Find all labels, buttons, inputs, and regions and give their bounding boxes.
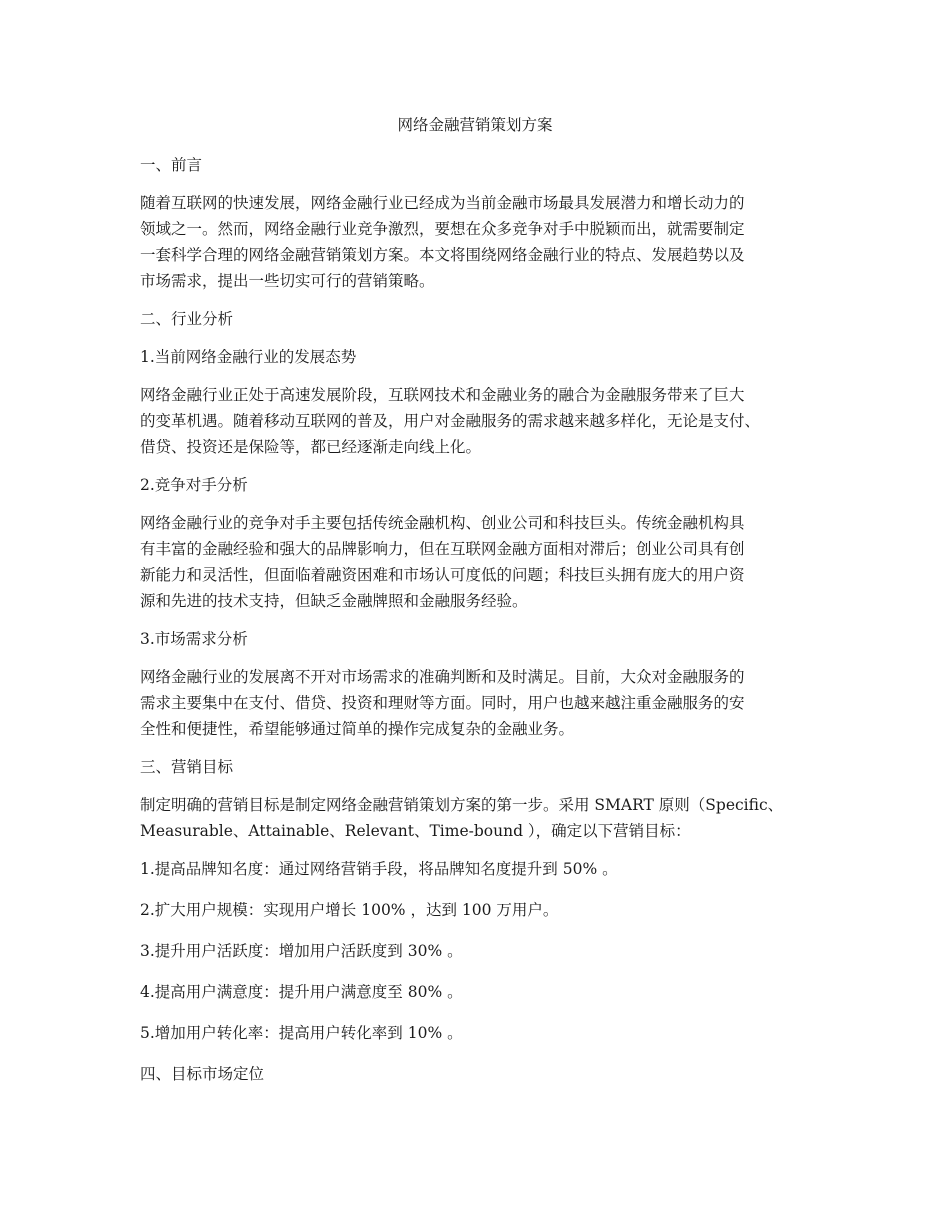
text-line: 需求主要集中在支付、借贷、投资和理财等方面。同时，用户也越来越注重金融服务的安 (140, 694, 745, 712)
paragraph-development (140, 382, 830, 460)
text-line: 随着互联网的快速发展，网络金融行业已经成为当前金融市场最具发展潜力和增长动力的 (140, 194, 745, 212)
text-line: 借贷、投资还是保险等，都已经逐渐走向线上化。 (140, 438, 482, 456)
text-line: 有丰富的金融经验和强大的品牌影响力，但在互联网金融方面相对滞后；创业公司具有创 (140, 540, 745, 558)
text-line: 市场需求，提出一些切实可行的营销策略。 (140, 272, 435, 290)
paragraph-competitors (140, 510, 830, 614)
document-title: 网络金融营销策划方案 (397, 116, 553, 134)
goal-item-brand-awareness: 1.提高品牌知名度：通过网络营销手段，将品牌知名度提升到 50% 。 (140, 860, 618, 878)
subsection-heading-market-demand: 3.市场需求分析 (140, 630, 248, 648)
goal-item-user-activity: 3.提升用户活跃度：增加用户活跃度到 30% 。 (140, 942, 463, 960)
subsection-heading-competitors: 2.竞争对手分析 (140, 476, 248, 494)
paragraph-preface (140, 190, 830, 294)
text-line: 的变革机遇。随着移动互联网的普及，用户对金融服务的需求越来越多样化，无论是支付、 (140, 412, 761, 430)
text-line: 一套科学合理的网络金融营销策划方案。本文将围绕网络金融行业的特点、发展趋势以及 (140, 246, 745, 264)
section-heading-industry-analysis: 二、行业分析 (140, 310, 234, 328)
paragraph-marketing-goals (140, 792, 830, 844)
text-line: 网络金融行业正处于高速发展阶段，互联网技术和金融业务的融合为金融服务带来了巨大 (140, 386, 745, 404)
section-heading-target-market: 四、目标市场定位 (140, 1065, 265, 1083)
text-line: 领域之一。然而，网络金融行业竞争激烈，要想在众多竞争对手中脱颖而出，就需要制定 (140, 220, 745, 238)
text-line: 网络金融行业的发展离不开对市场需求的准确判断和及时满足。目前，大众对金融服务的 (140, 668, 745, 686)
section-heading-marketing-goals: 三、营销目标 (140, 758, 234, 776)
text-line: 新能力和灵活性，但面临着融资困难和市场认可度低的问题；科技巨头拥有庞大的用户资 (140, 566, 745, 584)
text-line: 源和先进的技术支持，但缺乏金融牌照和金融服务经验。 (140, 592, 528, 610)
text-line: 网络金融行业的竞争对手主要包括传统金融机构、创业公司和科技巨头。传统金融机构具 (140, 514, 745, 532)
goal-item-conversion-rate: 5.增加用户转化率：提高用户转化率到 10% 。 (140, 1024, 463, 1042)
subsection-heading-development: 1.当前网络金融行业的发展态势 (140, 348, 357, 366)
text-line: 全性和便捷性，希望能够通过简单的操作完成复杂的金融业务。 (140, 720, 575, 738)
paragraph-market-demand (140, 664, 830, 742)
text-line: Measurable、Attainable、Relevant、Time-bound ），确定以下营销目标： (140, 822, 691, 840)
goal-item-user-satisfaction: 4.提高用户满意度：提升用户满意度至 80% 。 (140, 983, 463, 1001)
section-heading-preface: 一、前言 (140, 156, 203, 174)
goal-item-user-scale: 2.扩大用户规模：实现用户增长 100% ，达到 100 万用户。 (140, 901, 559, 919)
text-line: 制定明确的营销目标是制定网络金融营销策划方案的第一步。采用 SMART 原则（Specific、 (140, 796, 784, 814)
document-body (140, 152, 830, 1099)
